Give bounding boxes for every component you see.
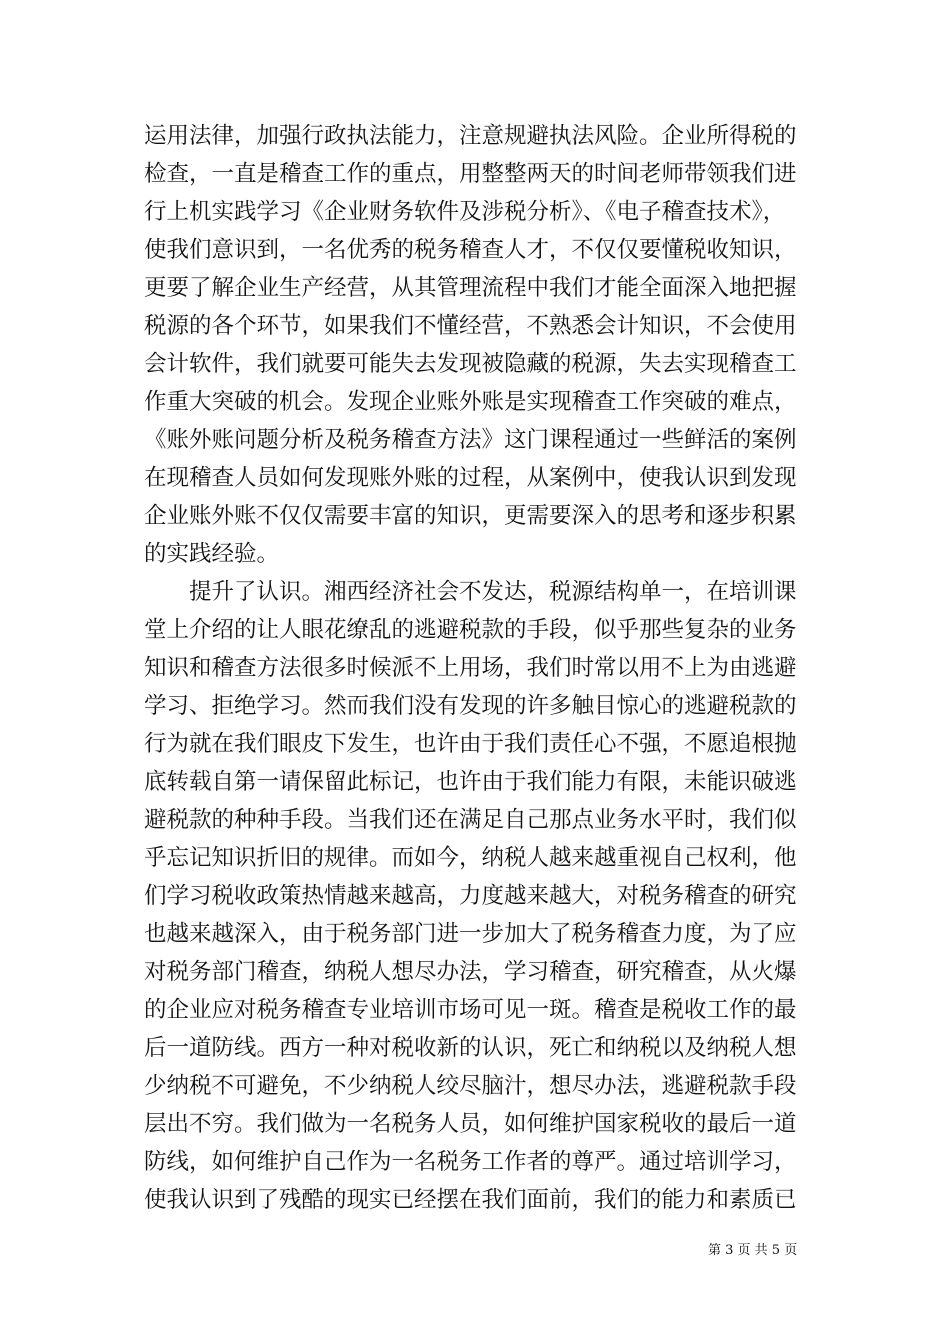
- text-line: 使我认识到了残酷的现实已经摆在我们面前，我们的能力和素质已: [144, 1187, 797, 1213]
- text-line: 也越来越深入，由于税务部门进一步加大了税务稽查力度，为了应: [144, 921, 797, 947]
- text-line: 乎忘记知识折旧的规律。而如今，纳税人越来越重视自己权利，他: [144, 845, 797, 871]
- text-line: 会计软件，我们就要可能失去发现被隐藏的税源，失去实现稽查工: [144, 351, 797, 377]
- text-line: 《账外账问题分析及税务稽查方法》这门课程通过一些鲜活的案例: [144, 427, 797, 453]
- text-line: 运用法律，加强行政执法能力，注意规避执法风险。企业所得税的: [144, 123, 797, 149]
- text-line: 行上机实践学习《企业财务软件及涉税分析》、《电子稽查技术》，: [144, 199, 786, 225]
- text-line: 后一道防线。西方一种对税收新的认识，死亡和纳税以及纳税人想: [144, 1035, 797, 1061]
- text-line: 学习、拒绝学习。然而我们没有发现的许多触目惊心的逃避税款的: [144, 693, 797, 719]
- text-line: 税源的各个环节，如果我们不懂经营，不熟悉会计知识，不会使用: [144, 313, 797, 339]
- text-line: 避税款的种种手段。当我们还在满足自己那点业务水平时，我们似: [144, 807, 797, 833]
- text-line: 知识和稽查方法很多时候派不上用场，我们时常以用不上为由逃避: [144, 655, 797, 681]
- text-line: 层出不穷。我们做为一名税务人员，如何维护国家税收的最后一道: [144, 1111, 797, 1137]
- text-line: 更要了解企业生产经营，从其管理流程中我们才能全面深入地把握: [144, 275, 797, 301]
- text-line: 防线，如何维护自己作为一名税务工作者的尊严。通过培训学习，: [144, 1149, 797, 1175]
- text-line: 使我们意识到，一名优秀的税务稽查人才，不仅仅要懂税收知识，: [144, 237, 797, 263]
- text-line: 的实践经验。: [144, 541, 280, 567]
- text-line: 的企业应对税务稽查专业培训市场可见一斑。稽查是税收工作的最: [144, 997, 797, 1023]
- text-line: 作重大突破的机会。发现企业账外账是实现稽查工作突破的难点，: [144, 389, 797, 415]
- text-line: 检查，一直是稽查工作的重点，用整整两天的时间老师带领我们进: [144, 161, 797, 187]
- text-line: 少纳税不可避免，不少纳税人绞尽脑汁，想尽办法，逃避税款手段: [144, 1073, 797, 1099]
- text-line: 对税务部门稽查，纳税人想尽办法，学习稽查，研究稽查，从火爆: [144, 959, 797, 985]
- paragraph-start-line: 提升了认识。湘西经济社会不发达，税源结构单一，在培训课: [189, 579, 797, 605]
- text-line: 底转载自第一请保留此标记，也许由于我们能力有限，未能识破逃: [144, 769, 797, 795]
- page-number: 第 3 页 共 5 页: [708, 1243, 798, 1258]
- text-line: 行为就在我们眼皮下发生，也许由于我们责任心不强，不愿追根抛: [144, 731, 797, 757]
- text-line: 堂上介绍的让人眼花缭乱的逃避税款的手段，似乎那些复杂的业务: [144, 617, 797, 643]
- text-line: 企业账外账不仅仅需要丰富的知识，更需要深入的思考和逐步积累: [144, 503, 797, 529]
- text-line: 在现稽查人员如何发现账外账的过程，从案例中，使我认识到发现: [144, 465, 797, 491]
- text-line: 们学习税收政策热情越来越高，力度越来越大，对税务稽查的研究: [144, 883, 797, 909]
